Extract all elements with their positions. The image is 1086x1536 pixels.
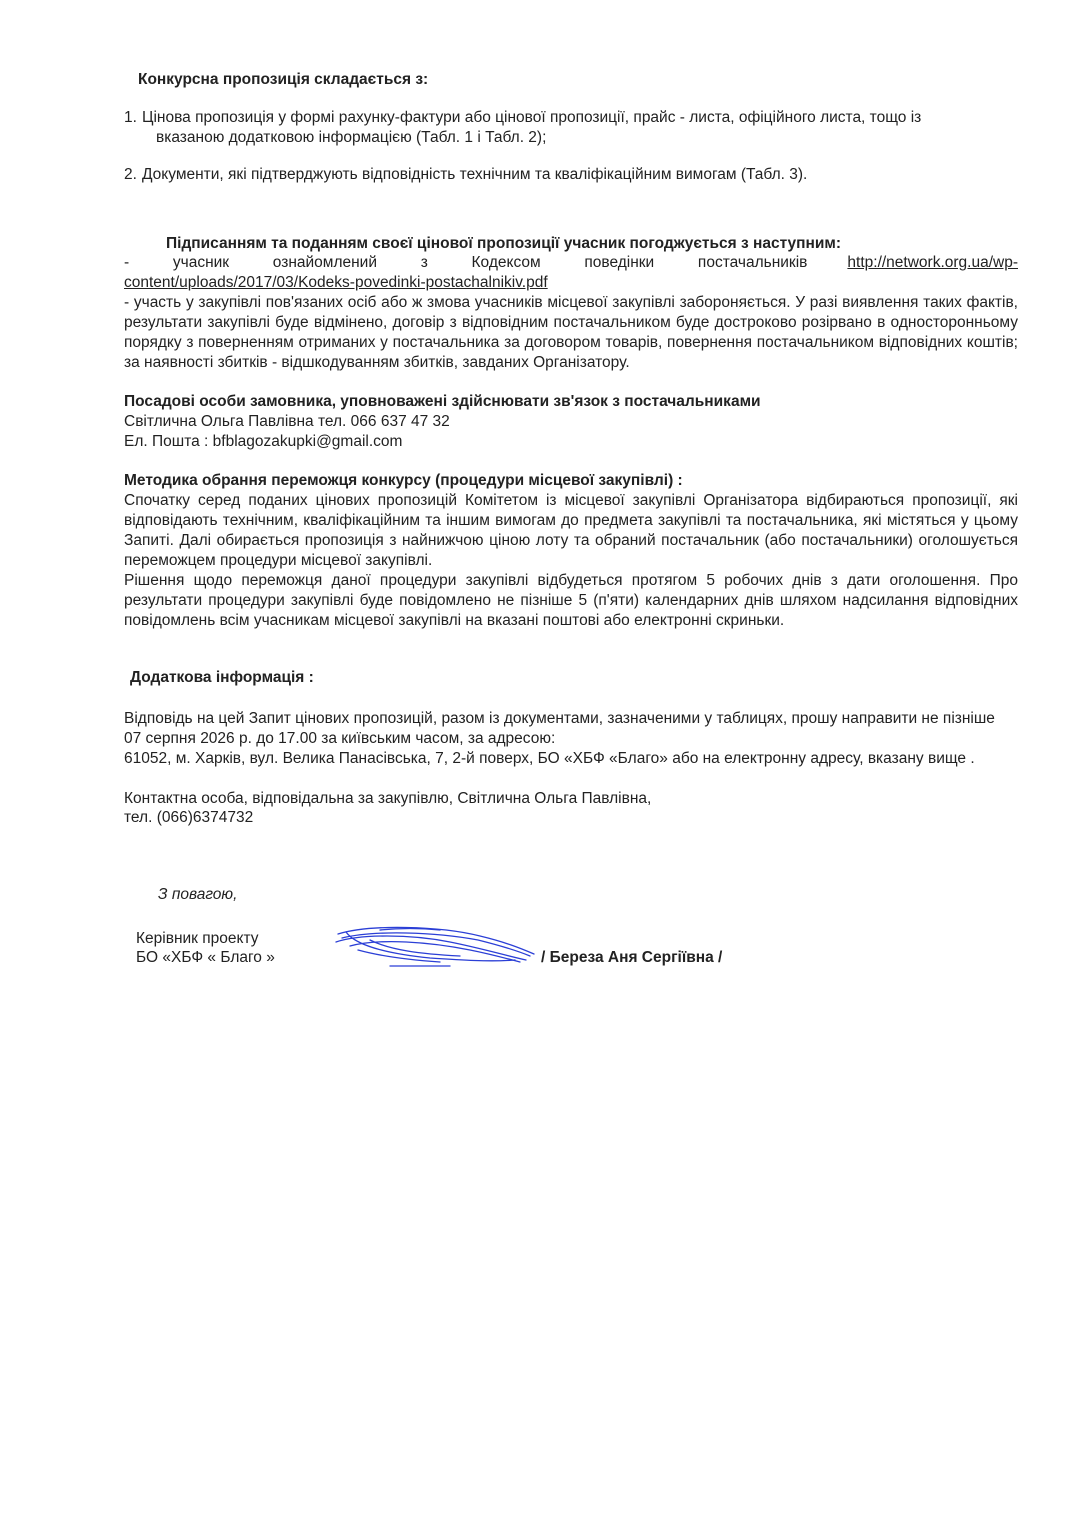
selection-method-para1: Спочатку серед поданих цінових пропозицій Комітетом із місцевої закупівлі Організатора відбираються пропозиції, які відповідають технічним, кваліфікаційним та іншим вимогам до предмета закупівлі та постачальника, які містяться у цьому Запиті. Далі обирається пропозиція з найнижчою ціною лоту та обраний постачальник (або постачальники) оголошується переможцем процедури місцевої закупівлі.	[124, 492, 1018, 569]
contact-person: Контактна особа, відповідальна за закупівлю, Світлична Ольга Павлівна,	[124, 790, 652, 807]
code-of-conduct-text: - учасник ознайомлений з Кодексом поведінки постачальників	[124, 254, 808, 271]
email-value[interactable]: bfblagozakupki@gmail.com	[208, 433, 403, 450]
signer-title-line1: Керівник проекту	[136, 930, 259, 947]
officials-heading: Посадові особи замовника, уповноважені здійснювати зв'язок з постачальниками	[124, 393, 761, 410]
contact-phone: тел. (066)6374732	[124, 809, 254, 826]
additional-info-line1: Відповідь на цей Запит цінових пропозицій, разом із документами, зазначеними у таблицях, прошу направити не пізніше	[124, 710, 995, 727]
officials-email-line	[124, 432, 402, 452]
list-item-1-line1: Цінова пропозиція у формі рахунку-фактури або цінової пропозиції, прайс - листа, офіційного листа, тощо із	[142, 109, 922, 126]
list-item-number: 2.	[124, 166, 137, 183]
selection-method-para2: Рішення щодо переможця даної процедури закупівлі відбудеться протягом 5 робочих днів з дати оголошення. Про результати процедури закупівлі буде повідомлено не пізніше 5 (п'яти) календарних днів шляхом надсилання відповідних повідомлень всім учасникам місцевої закупівлі на вказані поштові або електронні скриньки.	[124, 572, 1018, 629]
code-of-conduct-link-part2[interactable]: content/uploads/2017/03/Kodeks-povedinki-postachalnikiv.pdf	[124, 274, 548, 291]
list-item-number: 1.	[124, 109, 137, 126]
list-item-2: Документи, які підтверджують відповідність технічним та кваліфікаційним вимогам (Табл. 3).	[142, 166, 808, 183]
signer-name: / Береза Аня Сергіївна /	[541, 949, 723, 966]
officials-contact: Світлична Ольга Павлівна тел. 066 637 47 32	[124, 413, 450, 430]
selection-method-heading: Методика обрання переможця конкурсу (процедури місцевої закупівлі) :	[124, 472, 683, 489]
email-label: Ел. Пошта :	[124, 433, 209, 450]
additional-info-address: 61052, м. Харків, вул. Велика Панасівська, 7, 2-й поверх, БО «ХБФ «Благо» або на електронну адресу, вказану вище .	[124, 750, 975, 767]
regards: З повагою,	[158, 886, 238, 903]
signer-title-line2: БО «ХБФ « Благо »	[136, 949, 275, 966]
additional-info-heading: Додаткова інформація :	[130, 669, 314, 686]
collusion-clause: - участь у закупівлі пов'язаних осіб або ж змова учасників місцевої закупівлі забороняється. У разі виявлення таких фактів, результати закупівлі буде відмінено, договір з відповідним постачальником буде достроково розірвано в односторонньому порядку з поверненням отриманих у постачальника за договором товарів, повернення постачальником відповідних коштів; за наявності збитків - відшкодуванням збитків, завданих Організатору.	[124, 294, 1018, 371]
proposal-composition-heading: Конкурсна пропозиція складається з:	[138, 71, 429, 88]
list-item-1-line2: вказаною додатковою інформацією (Табл. 1 і Табл. 2);	[156, 129, 547, 146]
additional-info-line2: 07 серпня 2026 р. до 17.00 за київським часом, за адресою:	[124, 730, 556, 747]
handwritten-signature	[330, 920, 540, 972]
code-of-conduct-link-part1[interactable]: http://network.org.ua/wp-	[847, 254, 1018, 271]
code-of-conduct-line	[124, 253, 1018, 273]
agreement-heading: Підписанням та поданням своєї цінової пропозиції учасник погоджується з наступним:	[166, 235, 842, 252]
